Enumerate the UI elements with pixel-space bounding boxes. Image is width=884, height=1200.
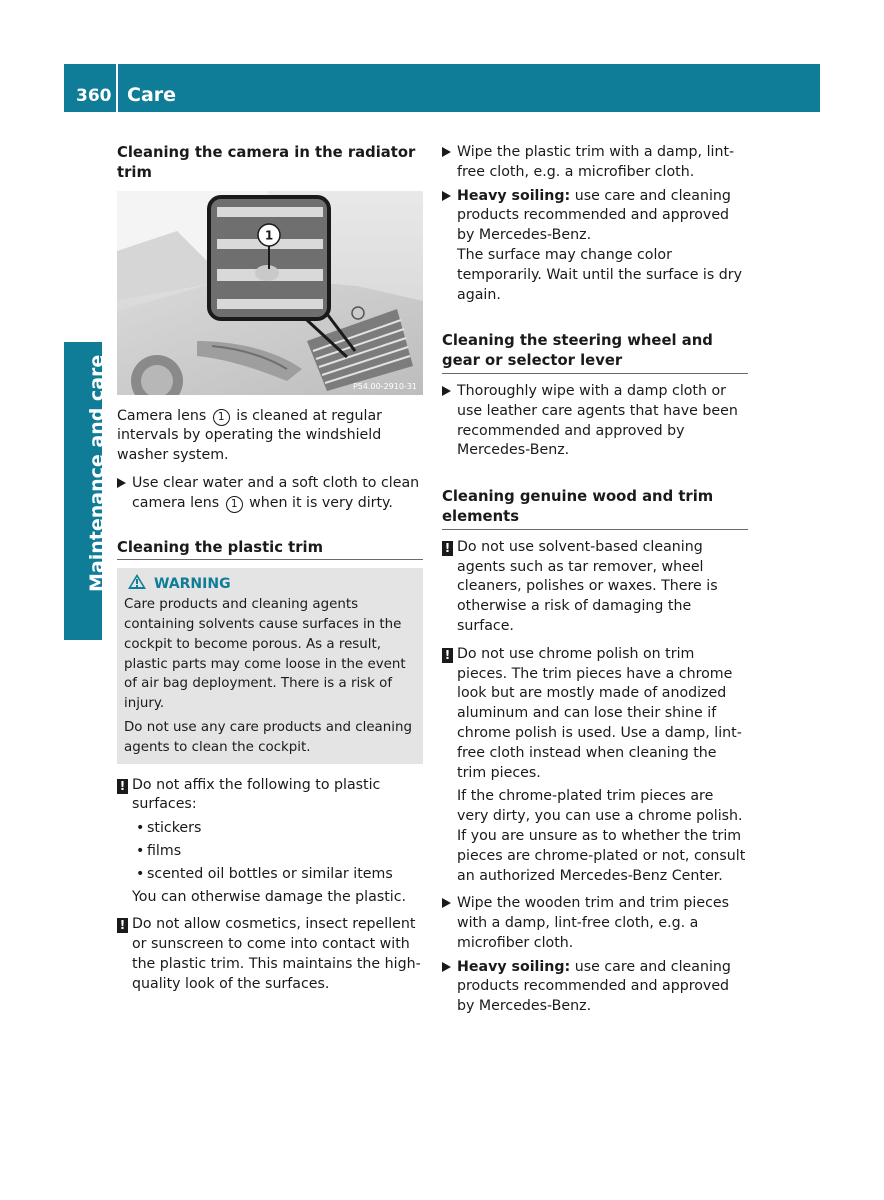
note-chrome (442, 645, 748, 887)
camera-heading: Cleaning the camera in the radiator trim (117, 144, 416, 181)
note-affix-consequence: You can otherwise damage the plastic. (132, 888, 407, 905)
steering-step (442, 382, 748, 461)
warning-box (117, 568, 423, 763)
figure-callout-1: 1 (264, 228, 274, 243)
warning-triangle-icon (128, 574, 146, 589)
callout-1-icon: 1 (226, 496, 243, 513)
heavy-soiling-text: use care and cleaning products recommended and approved by Mercedes-Benz. (457, 187, 731, 244)
step-arrow-icon (442, 147, 451, 157)
wood-heavy-soiling-label: Heavy soiling: (457, 958, 571, 975)
notice-exclamation-icon: ! (442, 541, 453, 556)
section-side-tab-label: Maintenance and care (86, 354, 108, 592)
page-number: 360 (76, 86, 112, 106)
heavy-soiling-step (442, 187, 748, 306)
page-header (64, 64, 820, 112)
notice-exclamation-icon: ! (117, 918, 128, 933)
warning-title-row (124, 574, 416, 595)
camera-step-start: Use clear water and a soft cloth to clean camera lens (132, 474, 420, 511)
list-item: • films (133, 842, 423, 862)
left-column (117, 143, 423, 995)
plastic-trim-heading: Cleaning the plastic trim (117, 538, 423, 561)
list-item: • stickers (133, 819, 423, 839)
note-solvent-text: Do not use solvent-based cleaning agents such as tar remover, wheel cleaners, polishes or waxes. There is otherwise a risk of damaging the surface. (457, 538, 718, 634)
note-affix-text: Do not affix the following to plastic surfaces: (132, 776, 381, 813)
notice-exclamation-icon: ! (117, 779, 128, 794)
note-cosmetics-text: Do not allow cosmetics, insect repellent or sunscreen to come into contact with the plastic trim. This maintains the high-quality look of the surfaces. (132, 916, 421, 992)
notice-exclamation-icon: ! (442, 648, 453, 663)
warning-text-2: Do not use any care products and cleaning agents to clean the cockpit. (124, 719, 412, 755)
warning-title: WARNING (154, 576, 231, 593)
section-side-tab (64, 342, 108, 640)
camera-step-end: when it is very dirty. (249, 494, 393, 511)
step-arrow-icon (442, 898, 451, 908)
note-cosmetics (117, 915, 423, 994)
step-arrow-icon (117, 478, 126, 488)
note-solvent (442, 538, 748, 637)
wood-wipe-step (442, 894, 748, 953)
heavy-soiling-label: Heavy soiling: (457, 187, 571, 204)
wood-heavy-soiling-step (442, 958, 748, 1017)
steering-heading: Cleaning the steering wheel and gear or selector lever (442, 331, 748, 374)
list-item: • scented oil bottles or similar items (133, 865, 423, 885)
step-arrow-icon (442, 191, 451, 201)
camera-description-end: is cleaned at regular intervals by operating the windshield washer system. (117, 407, 383, 464)
note-chrome-text: Do not use chrome polish on trim pieces. The trim pieces have a chrome look but are mostly made of anodized aluminum and can lose their shine if chrome polish is used. Use a damp, lint-free cloth instead when cleaning the trim pieces. (457, 645, 742, 781)
page-title: Care (127, 84, 177, 106)
note-chrome-extra: If the chrome-plated trim pieces are very dirty, you can use a chrome polish. If you are unsure as to whether the trim pieces are chrome-plated or not, consult an authorized Mercedes-Benz Center. (457, 788, 746, 884)
camera-description (117, 407, 423, 466)
wood-heavy-soiling-text: use care and cleaning products recommended and approved by Mercedes-Benz. (457, 958, 731, 1015)
affix-list (117, 819, 423, 884)
radiator-camera-figure (117, 191, 423, 395)
camera-step (117, 474, 423, 514)
header-divider (116, 64, 118, 112)
callout-1-icon: 1 (213, 409, 230, 426)
warning-text-1: Care products and cleaning agents containing solvents cause surfaces in the cockpit to become porous. As a result, plastic parts may come loose in the event of air bag deployment. There is a risk of injury. (124, 597, 406, 712)
camera-description-start: Camera lens (117, 407, 207, 424)
figure-image-code: P54.00-2910-31 (352, 381, 417, 391)
heavy-soiling-extra: The surface may change color temporarily. Wait until the surface is dry again. (457, 246, 743, 303)
wood-wipe-text: Wipe the wooden trim and trim pieces with a damp, lint-free cloth, e.g. a microfiber cloth. (457, 895, 730, 951)
wood-heading: Cleaning genuine wood and trim elements (442, 487, 748, 530)
note-affix (117, 776, 423, 816)
step-arrow-icon (442, 962, 451, 972)
step-arrow-icon (442, 386, 451, 396)
right-column (442, 143, 748, 1017)
plastic-wipe-text: Wipe the plastic trim with a damp, lint-free cloth, e.g. a microfiber cloth. (457, 144, 735, 180)
steering-step-text: Thoroughly wipe with a damp cloth or use leather care agents that have been recommended and approved by Mercedes-Benz. (457, 382, 738, 459)
plastic-wipe-step (442, 143, 748, 183)
